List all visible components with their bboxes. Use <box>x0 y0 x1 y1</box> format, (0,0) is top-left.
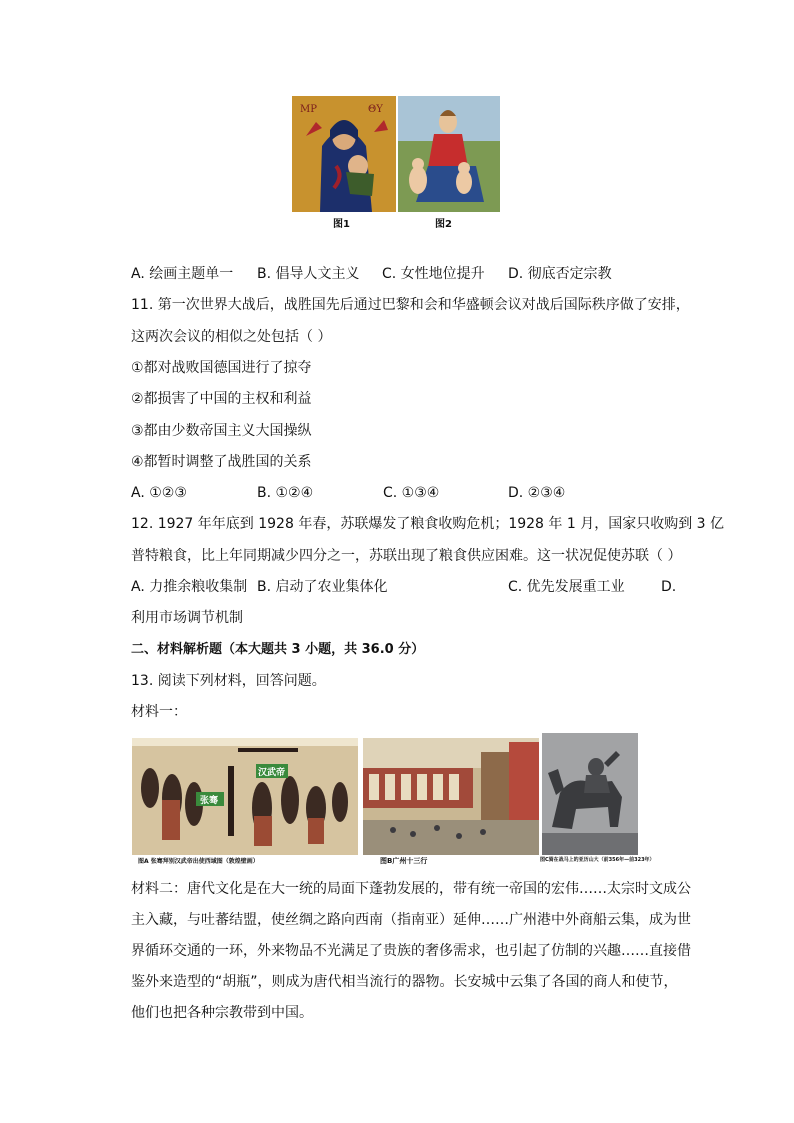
q11-item-2: ②都损害了中国的主权和利益 <box>131 391 312 407</box>
q12-option-b: B. 启动了农业集体化 <box>257 579 388 595</box>
figure-1-caption: 图1 <box>333 219 350 230</box>
q10-option-c: C. 女性地位提升 <box>382 266 485 282</box>
q11-item-3: ③都由少数帝国主义大国操纵 <box>131 423 312 439</box>
q11-stem-line2: 这两次会议的相似之处包括（ ） <box>131 329 332 345</box>
q11-stem-line1: 11. 第一次世界大战后，战胜国先后通过巴黎和会和华盛顿会议对战后国际秩序做了安排， <box>131 297 690 313</box>
q12-stem-line1: 12. 1927 年年底到 1928 年春，苏联爆发了粮食收购危机；1928 年 1 月，国家只收购到 3 亿 <box>131 516 725 532</box>
q12-option-d-text: 利用市场调节机制 <box>131 610 243 626</box>
material-2-line-3: 界循环交通的一环，外来物品不光满足了贵族的奢侈需求，也引起了仿制的兴趣……直接借 <box>131 943 691 959</box>
svg-text:ΘY: ΘY <box>368 104 383 115</box>
q10-options <box>131 264 612 284</box>
svg-text:MP: MP <box>300 104 317 115</box>
label-wudi: 汉武帝 <box>258 768 286 778</box>
caption-image-b: 图B广州十三行 <box>380 857 428 865</box>
material-2-line-2: 主入藏，与吐蕃结盟，使丝绸之路向西南（指南亚）延伸……广州港中外商船云集，成为世 <box>131 912 691 928</box>
q13-material-1-label: 材料一： <box>131 704 187 720</box>
image-b-guangzhou-13-hongs <box>363 738 539 855</box>
q11-item-1: ①都对战败国德国进行了掠夺 <box>131 360 312 376</box>
material-2-line-1: 材料二：唐代文化是在大一统的局面下蓬勃发展的，带有统一帝国的宏伟……太宗时文成公 <box>131 881 691 897</box>
q12-stem-line2: 普特粮食，比上年同期减少四分之一，苏联出现了粮食供应困难。这一状况促使苏联（ ） <box>131 548 682 564</box>
caption-image-c: 图C骑在战马上的亚历山大（前356年—前323年） <box>540 857 655 863</box>
q10-option-b: B. 倡导人文主义 <box>257 266 360 282</box>
figures-madonna <box>292 96 500 230</box>
q12-option-c: C. 优先发展重工业 <box>508 579 625 595</box>
material-2-line-5: 他们也把各种宗教带到中国。 <box>131 1005 313 1021</box>
q11-option-a: A. ①②③ <box>131 485 187 501</box>
figure-2-renaissance-painting <box>398 96 500 212</box>
q10-option-d: D. 彻底否定宗教 <box>508 266 612 282</box>
material-1-images <box>132 733 655 865</box>
q10-option-a: A. 绘画主题单一 <box>131 266 234 282</box>
image-c-alexander-statue <box>542 733 638 855</box>
q11-option-d: D. ②③④ <box>508 485 566 501</box>
image-a-dunhuang-mural <box>132 738 358 855</box>
q12-options <box>131 577 676 597</box>
q12-option-d-label: D. <box>661 579 677 595</box>
q12-option-a: A. 力推余粮收集制 <box>131 579 248 595</box>
q11-item-4: ④都暂时调整了战胜国的关系 <box>131 454 312 470</box>
material-2-line-4: 鉴外来造型的“胡瓶”，则成为唐代相当流行的器物。长安城中云集了各国的商人和使节， <box>131 974 678 990</box>
q11-options <box>131 483 565 503</box>
caption-image-a: 图A 张骞拜别汉武帝出使西域图（敦煌壁画） <box>138 858 259 865</box>
label-zhangqian: 张骞 <box>200 796 219 806</box>
figure-1-icon-painting <box>292 96 396 212</box>
q11-option-b: B. ①②④ <box>257 485 314 501</box>
figure-2-caption: 图2 <box>435 219 452 230</box>
section-2-heading: 二、材料解析题（本大题共 3 小题，共 36.0 分） <box>131 642 425 657</box>
q13-stem: 13. 阅读下列材料，回答问题。 <box>131 673 326 689</box>
q11-option-c: C. ①③④ <box>383 485 440 501</box>
